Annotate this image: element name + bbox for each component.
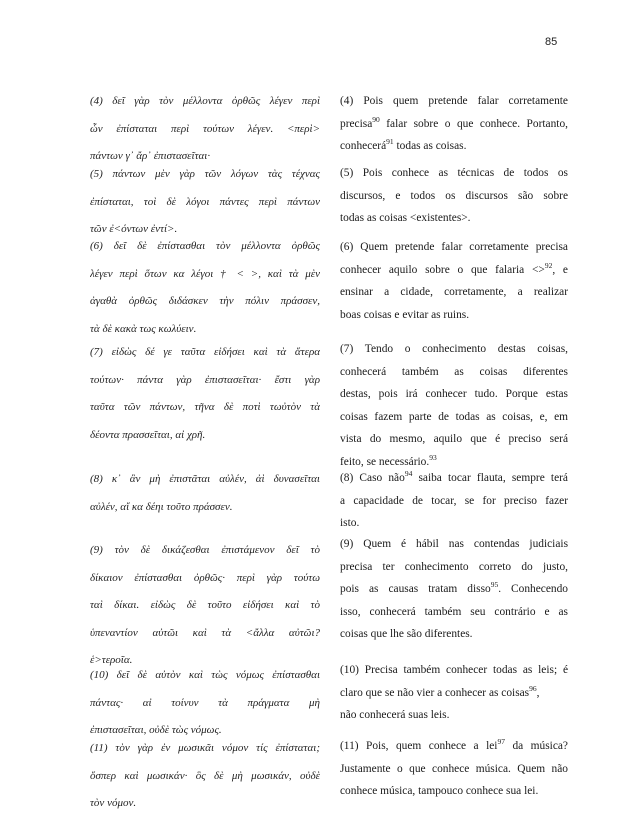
translation-paragraph-4: [340, 90, 568, 158]
footnote-ref-93: 93: [429, 452, 437, 462]
translation-line: coisas que lhe são diferentes.: [340, 628, 473, 640]
translation-line: todas as coisas <existentes>.: [340, 212, 471, 224]
footnote-ref-92: 92: [544, 260, 553, 270]
footnote-ref-97: 97: [497, 737, 505, 746]
greek-paragraph-6: [90, 233, 320, 343]
greek-paragraph-9: [90, 537, 320, 675]
translation-paragraph-5: [340, 162, 568, 230]
greek-line: (7) εἰδὼς δέ γε ταῦτα εἰδήσει καὶ τὰ ἅτερα: [90, 346, 320, 358]
greek-line: ἐπίσταται, τοὶ δὲ λόγοι πάντες περὶ πάντων: [90, 195, 320, 208]
greek-paragraph-10: [90, 662, 320, 745]
greek-line: αὐλέν, αἴ κα δέηι τοῦτο πράσσεν.: [90, 500, 233, 513]
translation-text: (8) Caso não: [340, 472, 405, 484]
translation-line: vista do mesmo, aquilo que é preciso será: [340, 433, 568, 445]
greek-line: (4) δεῖ γὰρ τὸν μέλλοντα ὀρθῶς λέγεν περὶ: [90, 95, 320, 107]
greek-line: (8) κ᾿ ἂν μὴ ἐπιστᾶται αὐλέν, ἀὶ δυνασεῖται: [90, 473, 320, 485]
translation-paragraph-9: [340, 533, 568, 646]
greek-line: ταῦτα τῶν πάντων, τῆνα δὲ ποτὶ τωὐτὸν τὰ: [90, 401, 320, 413]
translation-line: (10) Precisa também conhecer todas as leis; é: [340, 664, 568, 676]
greek-line: ὑπεναντίον αὐτῶι καὶ τὰ <ἄλλα αὐτῶι?: [90, 626, 320, 639]
translation-line: conhece música, tampouco conhece sua lei.: [340, 785, 539, 797]
translation-line: a capacidade de tocar, se for preciso fazer: [340, 494, 568, 507]
greek-paragraph-11: [90, 735, 320, 818]
translation-paragraph-8: [340, 467, 568, 535]
translation-paragraph-7: [340, 338, 568, 473]
translation-line: isto.: [340, 517, 360, 529]
greek-line: δέοντα πρασσεῖται, αἰ χρῆ.: [90, 428, 206, 441]
translation-paragraph-11: [340, 735, 568, 803]
translation-line: não conhecerá suas leis.: [340, 709, 450, 721]
translation-line: boas coisas e evitar as ruins.: [340, 308, 470, 321]
translation-line: [340, 135, 568, 158]
greek-line: ἐπιστασεῖται, οὐδὲ τὼς νόμως.: [90, 724, 222, 736]
greek-line: (11) τὸν γὰρ ἐν μωσικᾶι νόμον τίς ἐπίσταται;: [90, 742, 320, 754]
translation-text: . Conhecendo: [498, 583, 568, 595]
translation-line: Justamente o que conhece música. Quem não: [340, 762, 568, 775]
translation-text: precisa: [340, 117, 373, 130]
greek-line: ταὶ δίκαι. εἰδὼς δὲ τοῦτο εἰδήσει καὶ τὸ: [90, 599, 320, 611]
footnote-ref-94: 94: [404, 469, 413, 478]
translation-line: [340, 259, 568, 282]
translation-text: feito, se necessário.: [340, 455, 430, 468]
greek-paragraph-5: [90, 161, 320, 244]
translation-line: (7) Tendo o conhecimento destas coisas,: [340, 343, 568, 355]
footnote-ref-91: 91: [386, 137, 394, 146]
translation-line: discursos, e todos os discursos são sobre: [340, 189, 568, 202]
translation-text: ,: [536, 686, 540, 699]
translation-text: claro que se não vier a conhecer as coisas: [340, 686, 530, 699]
greek-line: τὸν νόμον.: [90, 797, 137, 809]
greek-paragraph-4: [90, 88, 320, 171]
translation-line: [340, 735, 568, 758]
translation-line: (9) Quem é hábil nas contendas judiciais: [340, 538, 568, 550]
translation-line: ensinar a cidade, corretamente, a realizar: [340, 286, 568, 298]
translation-text: (11) Pois, quem conhece a lei: [340, 740, 498, 752]
translation-text: conhecer aquilo sobre o que falaria <>: [340, 263, 545, 276]
greek-line: πάντων γ᾿ ἄρ᾿ ἐπιστασεῖται·: [90, 150, 211, 162]
footnote-ref-95: 95: [490, 580, 499, 589]
translation-line: [340, 682, 568, 705]
greek-line: ἑ>τεροῖα.: [90, 654, 133, 666]
page-number: 85: [545, 36, 558, 48]
greek-line: (5) πάντων μὲν γὰρ τῶν λόγων τὰς τέχνας: [90, 168, 320, 180]
greek-line: ὅσπερ καὶ μωσικάν· ὃς δὲ μὴ μωσικάν, οὐδὲ: [90, 769, 320, 782]
footnote-ref-90: 90: [372, 114, 380, 124]
greek-line: (10) δεῖ δὲ αὐτὸν καὶ τὼς νόμως ἐπίστασθαι: [90, 669, 320, 681]
translation-line: (6) Quem pretende falar corretamente precisa: [340, 241, 568, 253]
translation-line: [340, 578, 568, 601]
translation-line: coisas fazem parte de todas as coisas, e, em: [340, 410, 568, 423]
translation-text: todas as coisas.: [393, 140, 467, 152]
greek-line: πάντας· αἰ τοίνυν τὰ πράγματα μὴ: [90, 696, 320, 709]
greek-line: ὧν ἐπίσταται περὶ τούτων λέγεν. <περὶ>: [90, 122, 320, 135]
greek-line: (6) δεῖ δὲ ἐπίστασθαι τὸν μέλλοντα ὀρθῶς: [90, 240, 320, 252]
greek-paragraph-8: [90, 466, 320, 521]
translation-line: precisa ter conhecimento correto do justo,: [340, 560, 568, 573]
translation-paragraph-10: [340, 659, 568, 727]
greek-line: λέγεν περὶ ὅτων κα λέγοι † < >, καὶ τὰ μὲν: [90, 267, 320, 280]
translation-line: conhecerá também as coisas diferentes: [340, 365, 568, 378]
translation-text: falar sobre o que conhece. Portanto,: [379, 117, 568, 130]
greek-line: (9) τὸν δὲ δικάζεσθαι ἐπιστάμενον δεῖ τὸ: [90, 544, 320, 556]
translation-line: destas, pois irá conhecer tudo. Porque estas: [340, 388, 568, 400]
greek-line: δίκαιον ἐπίστασθαι ὀρθῶς· περὶ γὰρ τούτω: [90, 571, 320, 584]
translation-text: da música?: [504, 740, 568, 752]
translation-line: [340, 113, 568, 136]
translation-text: saiba tocar flauta, sempre terá: [412, 472, 568, 484]
translation-text: conhecerá: [340, 140, 387, 152]
footnote-ref-96: 96: [529, 683, 537, 693]
translation-line: (5) Pois conhece as técnicas de todos os: [340, 167, 568, 179]
translation-paragraph-6: [340, 236, 568, 326]
translation-line: isso, conhecerá também seu contrário e as: [340, 605, 568, 618]
translation-line: (4) Pois quem pretende falar corretamente: [340, 95, 568, 107]
greek-line: τὰ δὲ κακὰ τως κωλύειν.: [90, 322, 197, 335]
greek-line: τούτων· πάντα γὰρ ἐπιστασεῖται· ἔστι γὰρ: [90, 373, 320, 386]
translation-text: pois as causas tratam disso: [340, 583, 491, 595]
greek-paragraph-7: [90, 339, 320, 449]
greek-line: τῶν ἐ<όντων ἐντί>.: [90, 223, 178, 235]
translation-text: , e: [552, 263, 568, 276]
translation-line: [340, 467, 568, 490]
greek-line: ἀγαθὰ ὀρθῶς διδάσκεν τὴν πόλιν πράσσεν,: [90, 295, 320, 307]
